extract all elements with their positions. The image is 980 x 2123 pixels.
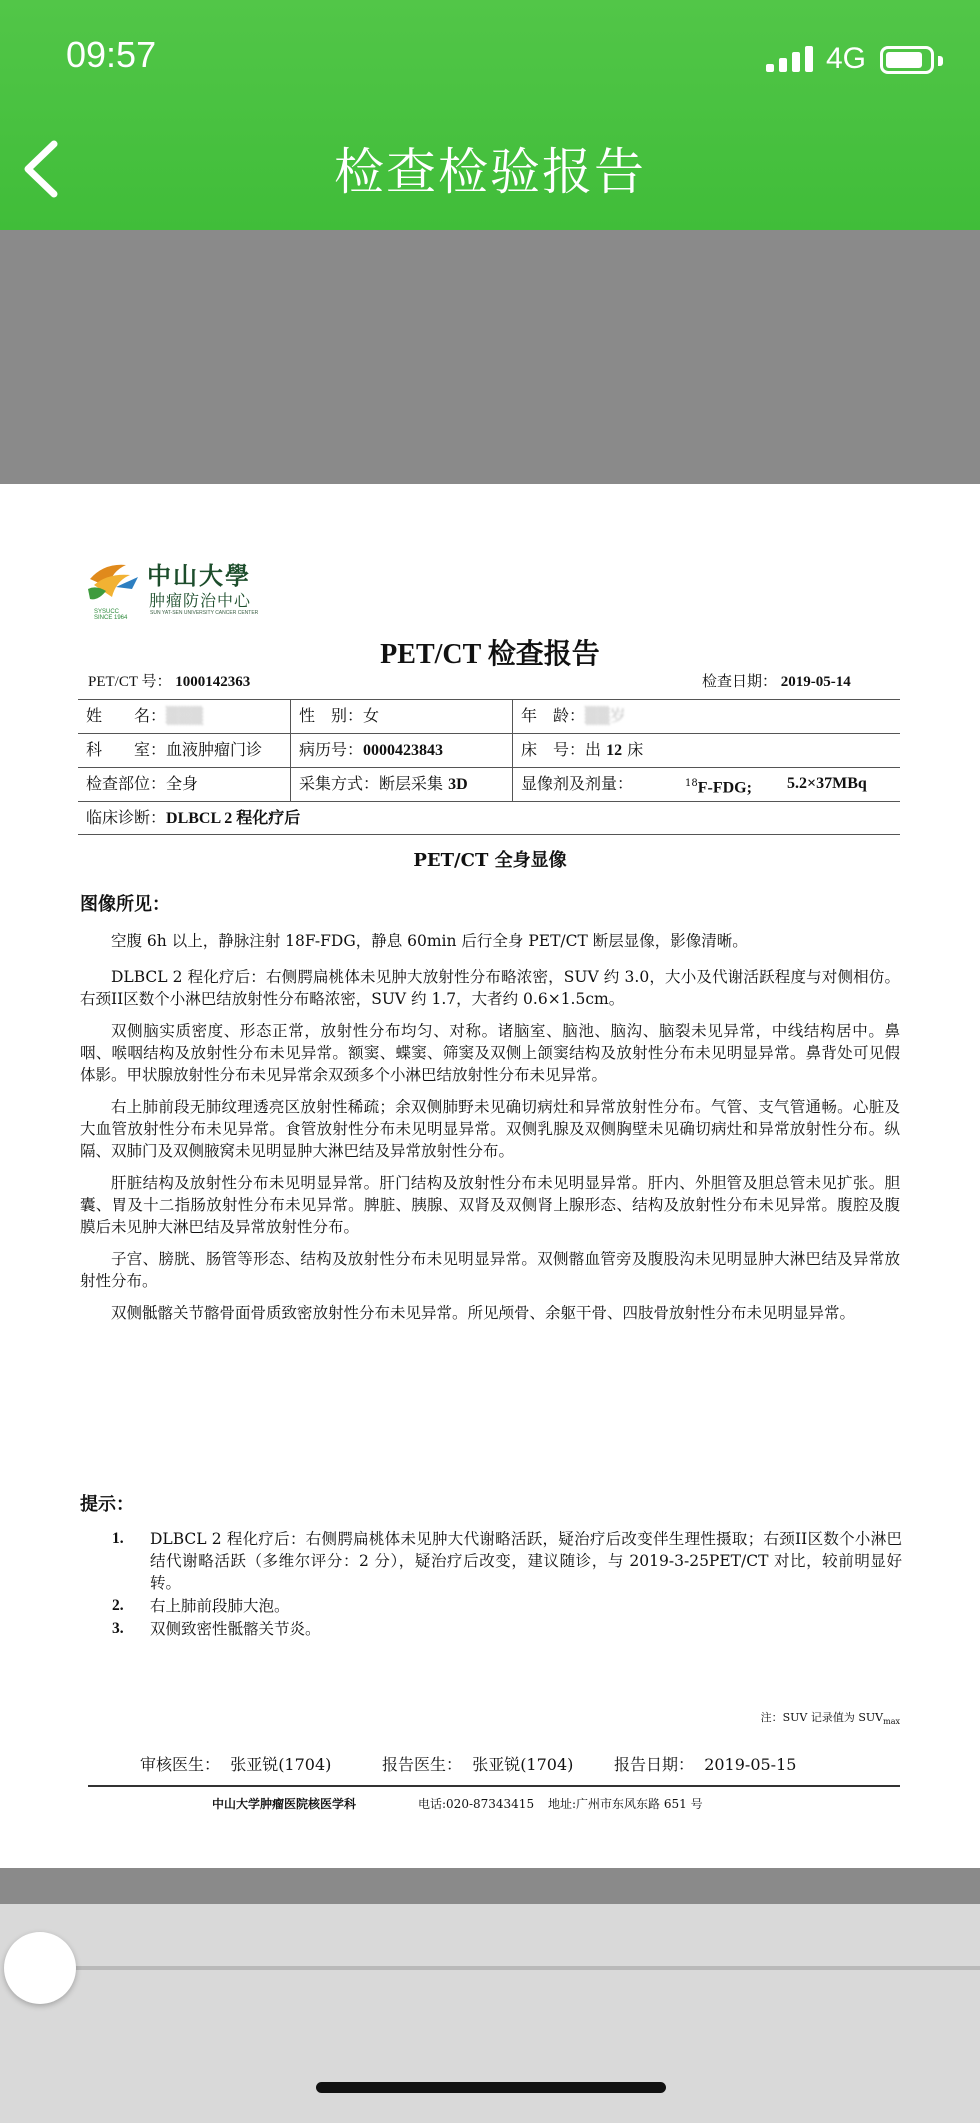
zoom-slider-thumb[interactable]	[4, 1932, 76, 2004]
findings-paragraph: 空腹 6h 以上，静脉注射 18F-FDG，静息 60min 后行全身 PET/CT 断层显像，影像清晰。	[111, 932, 748, 950]
findings-paragraph: 右上肺前段无肺纹理透亮区放射性稀疏；余双侧肺野未见确切病灶和异常放射性分布。气管、支气管通畅。心脏及大血管放射性分布未见异常。食管放射性分布未见明显异常。双侧乳腺及双侧胸壁未见确切病灶和异常放射性分布。纵隔、双肺门及双侧腋窝未见明显肿大淋巴结及异常放射性分布。	[80, 1098, 900, 1160]
viewer-background	[0, 230, 980, 484]
hint-item: 2. 右上肺前段肺大泡。	[112, 1597, 290, 1615]
record-cell: 病历号：0000423843	[290, 734, 443, 767]
info-row	[78, 733, 900, 767]
home-indicator[interactable]	[316, 2082, 666, 2093]
info-row	[78, 767, 900, 801]
report-title: PET/CT 检查报告	[380, 639, 600, 670]
reporter-sign: 报告医生： 张亚锐(1704)	[382, 1755, 574, 1774]
report-document[interactable]	[0, 484, 980, 1868]
suv-note: 注：SUV 记录值为 $SUV_{max}$	[760, 1711, 900, 1727]
network-label: 4G	[826, 42, 867, 75]
dept-cell: 科 室：血液肿瘤门诊	[86, 740, 263, 759]
reviewer-sign: 审核医生： 张亚锐(1704)	[140, 1755, 332, 1774]
diagnosis-cell: 临床诊断：DLBCL 2 程化疗后	[86, 808, 301, 827]
patient-info-table	[78, 699, 900, 835]
hint-item: 3. 双侧致密性骶髂关节炎。	[112, 1620, 321, 1638]
battery-icon	[880, 46, 934, 74]
findings-paragraph: 子宫、膀胱、肠管等形态、结构及放射性分布未见明显异常。双侧髂血管旁及腹股沟未见明显肿大淋巴结及异常放射性分布。	[80, 1250, 900, 1290]
signal-icon	[766, 46, 814, 72]
method-cell: 采集方式：断层采集 3D	[290, 768, 468, 801]
exam-date: 检查日期： 2019-05-14	[702, 674, 851, 690]
findings-text	[80, 930, 900, 1334]
footer-phone: 电话:020-87343415	[418, 1797, 535, 1811]
sex-cell: 性 别：女	[290, 700, 379, 733]
logo-center: 肿瘤防治中心	[149, 591, 252, 610]
findings-label: 图像所见：	[80, 894, 170, 915]
pet-number: PET/CT 号： 1000142363	[88, 674, 251, 690]
status-time: 09:57	[66, 34, 157, 75]
logo-name: 中山大學	[147, 561, 251, 590]
part-cell: 检查部位：全身	[86, 774, 199, 793]
name-cell: 姓 名：▒▒▒	[86, 706, 203, 725]
hint-label: 提示：	[80, 1494, 134, 1515]
age-cell: 年 龄：▒▒岁	[512, 700, 626, 733]
info-row	[78, 801, 900, 835]
zoom-slider-track[interactable]	[42, 1966, 980, 1970]
footer-address: 地址:广州市东风东路 651 号	[548, 1797, 703, 1811]
footer-divider	[88, 1785, 900, 1787]
logo-abbr: SYSUCC SINCE 1964	[94, 609, 128, 621]
findings-paragraph: 双侧脑实质密度、形态正常，放射性分布均匀、对称。诸脑室、脑池、脑沟、脑裂未见异常，中线结构居中。鼻咽、喉咽结构及放射性分布未见异常。额窦、蝶窦、筛窦及双侧上颌窦结构及放射性分布未见明显异常。鼻背处可见假体影。甲状腺放射性分布未见异常余双颈多个小淋巴结放射性分布未见异常。	[80, 1022, 900, 1084]
hint-item: 1. DLBCL 2 程化疗后：右侧腭扁桃体未见肿大代谢略活跃，疑治疗后改变伴生理性摄取；右颈II区数个小淋巴结代谢略活跃（多维尔评分：2 分），疑治疗后改变，建议随诊，与 2019-3-25PET/CT 对比，较前明显好转。	[112, 1530, 902, 1592]
agent-cell: 显像剂及剂量： $^{18}$F-FDG; 5.2×37MBq	[512, 768, 900, 801]
findings-paragraph: 肝脏结构及放射性分布未见明显异常。肝门结构及放射性分布未见明显异常。肝内、外胆管及胆总管未见扩张。胆囊、胃及十二指肠放射性分布未见异常。脾脏、胰腺、双肾及双侧肾上腺形态、结构及放射性分布未见异常。腹腔及腹膜后未见肿大淋巴结及异常放射性分布。	[80, 1174, 900, 1236]
bed-cell: 床 号：出 12 床	[512, 734, 643, 767]
section-title: PET/CT 全身显像	[413, 850, 567, 871]
page-title: 检查检验报告	[334, 143, 646, 201]
viewer-background	[0, 1868, 980, 1904]
footer-dept: 中山大学肿瘤医院核医学科	[212, 1797, 357, 1811]
report-date: 报告日期： 2019-05-15	[614, 1755, 797, 1774]
findings-paragraph: 双侧骶髂关节髂骨面骨质致密放射性分布未见异常。所见颅骨、余躯干骨、四肢骨放射性分布未见明显异常。	[111, 1304, 856, 1322]
hospital-logo-icon	[86, 559, 142, 605]
info-row	[78, 699, 900, 733]
logo-english: SUN YAT-SEN UNIVERSITY CANCER CENTER	[150, 610, 259, 616]
hint-list	[112, 1528, 902, 1641]
app-header	[0, 0, 980, 230]
findings-paragraph: DLBCL 2 程化疗后：右侧腭扁桃体未见肿大放射性分布略浓密，SUV 约 3.0，大小及代谢活跃程度与对侧相仿。右颈II区数个小淋巴结放射性分布略浓密，SUV 约 1.7，大者约 0.6×1.5cm。	[80, 968, 900, 1008]
